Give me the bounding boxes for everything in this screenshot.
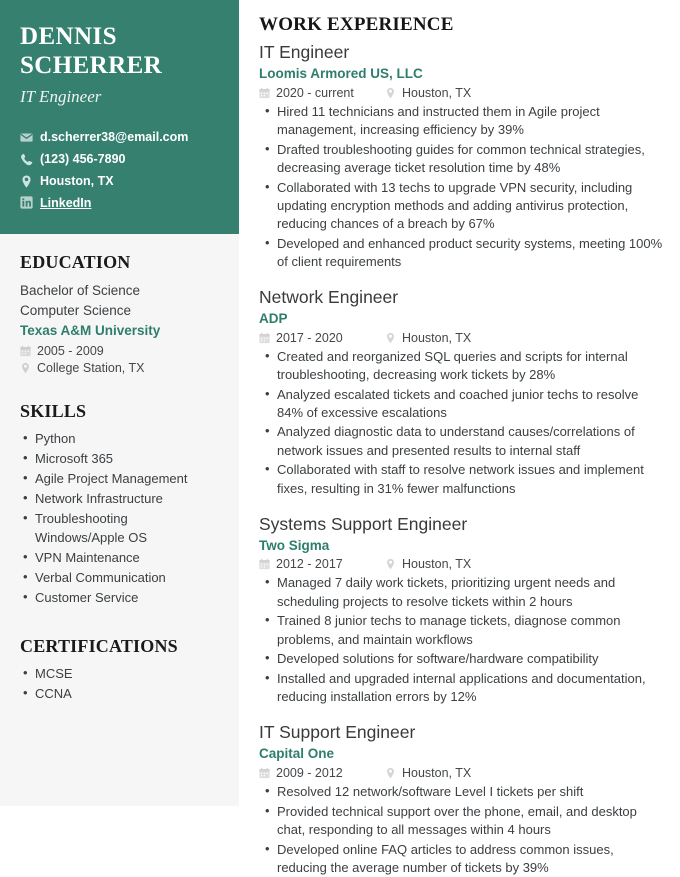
job-company: Capital One	[259, 746, 335, 762]
calendar-icon	[259, 558, 270, 570]
job-company: ADP	[259, 310, 288, 326]
list-item: • Microsoft 365	[20, 450, 219, 469]
education-location	[20, 361, 219, 375]
skills-heading: SKILLS	[20, 400, 87, 421]
job-location	[385, 331, 471, 345]
job-dates	[259, 557, 385, 571]
job-meta	[259, 766, 666, 780]
list-item: • Collaborated with staff to resolve network issues and implement fixes, resulting in 31% fewer malfunctions	[259, 461, 666, 497]
calendar-icon	[20, 345, 31, 357]
job-meta	[259, 86, 666, 100]
list-item: • Developed solutions for software/hardware compatibility	[259, 650, 666, 668]
job-dates-text: 2009 - 2012	[276, 766, 343, 781]
skills-section	[0, 401, 239, 608]
name-line-first: DENNIS	[20, 23, 117, 50]
job-company: Two Sigma	[259, 537, 330, 553]
list-item: • MCSE	[20, 665, 219, 684]
calendar-icon	[259, 767, 270, 779]
location-pin-icon	[20, 362, 31, 374]
calendar-icon	[259, 332, 270, 344]
education-degree-line-1: Bachelor of Science	[20, 283, 141, 299]
location-pin-icon	[385, 767, 396, 779]
list-item: • VPN Maintenance	[20, 549, 219, 568]
sidebar	[0, 0, 239, 806]
job-location-text: Houston, TX	[402, 557, 472, 572]
list-item: • Developed and enhanced product security systems, meeting 100% of client requirements	[259, 235, 666, 271]
education-school: Texas A&M University	[20, 322, 161, 338]
header-block	[0, 0, 239, 234]
certifications-heading: CERTIFICATIONS	[20, 635, 178, 656]
job-location	[385, 766, 471, 780]
job-location-text: Houston, TX	[402, 766, 472, 781]
job-dates	[259, 331, 385, 345]
contact-phone-text: (123) 456-7890	[40, 151, 126, 166]
list-item: • Verbal Communication	[20, 569, 219, 588]
education-location-text: College Station, TX	[37, 360, 145, 375]
job-entry	[259, 287, 666, 498]
contact-email	[20, 129, 219, 146]
education-section	[0, 252, 239, 375]
job-entry	[259, 42, 666, 271]
job-title: Network Engineer	[259, 286, 399, 307]
main-content	[239, 0, 680, 875]
contact-location-text: Houston, TX	[40, 173, 114, 188]
job-bullets	[259, 783, 666, 877]
job-entry	[259, 722, 666, 877]
job-bullets	[259, 348, 666, 498]
list-item: • CCNA	[20, 685, 219, 704]
certifications-section	[0, 636, 239, 704]
list-item: • Drafted troubleshooting guides for common technical strategies, decreasing average ticket resolution time by 48%	[259, 141, 666, 177]
job-location-text: Houston, TX	[402, 330, 472, 345]
list-item: • Hired 11 technicians and instructed them in Agile project management, increasing efficiency by 39%	[259, 103, 666, 139]
list-item: • Analyzed diagnostic data to understand causes/correlations of network issues and presented results to internal staff	[259, 423, 666, 459]
list-item: • Installed and upgraded internal applications and documentation, reducing installation errors by 12%	[259, 670, 666, 706]
contact-linkedin[interactable]	[20, 195, 219, 212]
list-item: • Created and reorganized SQL queries and scripts for internal troubleshooting, decreasing work tickets by 28%	[259, 348, 666, 384]
job-meta	[259, 557, 666, 571]
list-item: • Provided technical support over the phone, email, and desktop chat, responding to all messages within 4 hours	[259, 803, 666, 839]
envelope-icon	[20, 131, 33, 144]
list-item: • Analyzed escalated tickets and coached junior techs to resolve 84% of excessive escalations	[259, 386, 666, 422]
job-meta	[259, 331, 666, 345]
linkedin-icon	[20, 196, 33, 209]
list-item: • Python	[20, 430, 219, 449]
list-item: • Trained 8 junior techs to manage tickets, diagnose common problems, and maintain workflows	[259, 612, 666, 648]
job-bullets	[259, 574, 666, 706]
name-line-last: SCHERRER	[20, 52, 163, 80]
education-heading: EDUCATION	[20, 252, 131, 273]
job-location	[385, 86, 471, 100]
list-item: • Troubleshooting Windows/Apple OS	[20, 510, 219, 548]
job-dates-text: 2020 - current	[276, 85, 354, 100]
job-location-text: Houston, TX	[402, 85, 472, 100]
job-company: Loomis Armored US, LLC	[259, 65, 423, 81]
location-pin-icon	[385, 332, 396, 344]
job-title: IT Support Engineer	[259, 722, 416, 743]
list-item: • Agile Project Management	[20, 470, 219, 489]
job-entry	[259, 514, 666, 707]
list-item: • Managed 7 daily work tickets, prioritizing urgent needs and scheduling projects to resolve tickets within 2 hours	[259, 574, 666, 610]
contact-linkedin-link[interactable]: LinkedIn	[40, 195, 92, 210]
candidate-title: IT Engineer	[20, 86, 102, 106]
list-item: • Collaborated with 13 techs to upgrade VPN security, including updating encryption methods and adding antivirus protection, reducing chances of a breach by 67%	[259, 179, 666, 234]
work-experience-heading: WORK EXPERIENCE	[259, 14, 454, 35]
contact-email-text: d.scherrer38@email.com	[40, 129, 189, 144]
list-item: • Customer Service	[20, 589, 219, 608]
list-item: • Resolved 12 network/software Level I tickets per shift	[259, 783, 666, 801]
candidate-name	[20, 22, 219, 81]
list-item: • Developed online FAQ articles to address common issues, reducing the average number of tickets by 39%	[259, 841, 666, 877]
contact-location	[20, 173, 219, 190]
education-dates-text: 2005 - 2009	[37, 343, 104, 358]
education-dates	[20, 344, 219, 358]
contact-phone	[20, 151, 219, 168]
location-pin-icon	[20, 175, 33, 188]
job-dates	[259, 86, 385, 100]
certifications-list	[20, 665, 219, 704]
skills-list	[20, 430, 219, 608]
location-pin-icon	[385, 87, 396, 99]
calendar-icon	[259, 87, 270, 99]
job-dates	[259, 766, 385, 780]
phone-icon	[20, 153, 33, 166]
job-title: IT Engineer	[259, 42, 350, 62]
contact-list	[20, 129, 219, 212]
location-pin-icon	[385, 558, 396, 570]
education-degree-line-2: Computer Science	[20, 302, 132, 318]
job-dates-text: 2012 - 2017	[276, 557, 343, 572]
job-location	[385, 557, 471, 571]
job-bullets	[259, 103, 666, 271]
job-title: Systems Support Engineer	[259, 513, 468, 534]
job-dates-text: 2017 - 2020	[276, 330, 343, 345]
list-item: • Network Infrastructure	[20, 490, 219, 509]
